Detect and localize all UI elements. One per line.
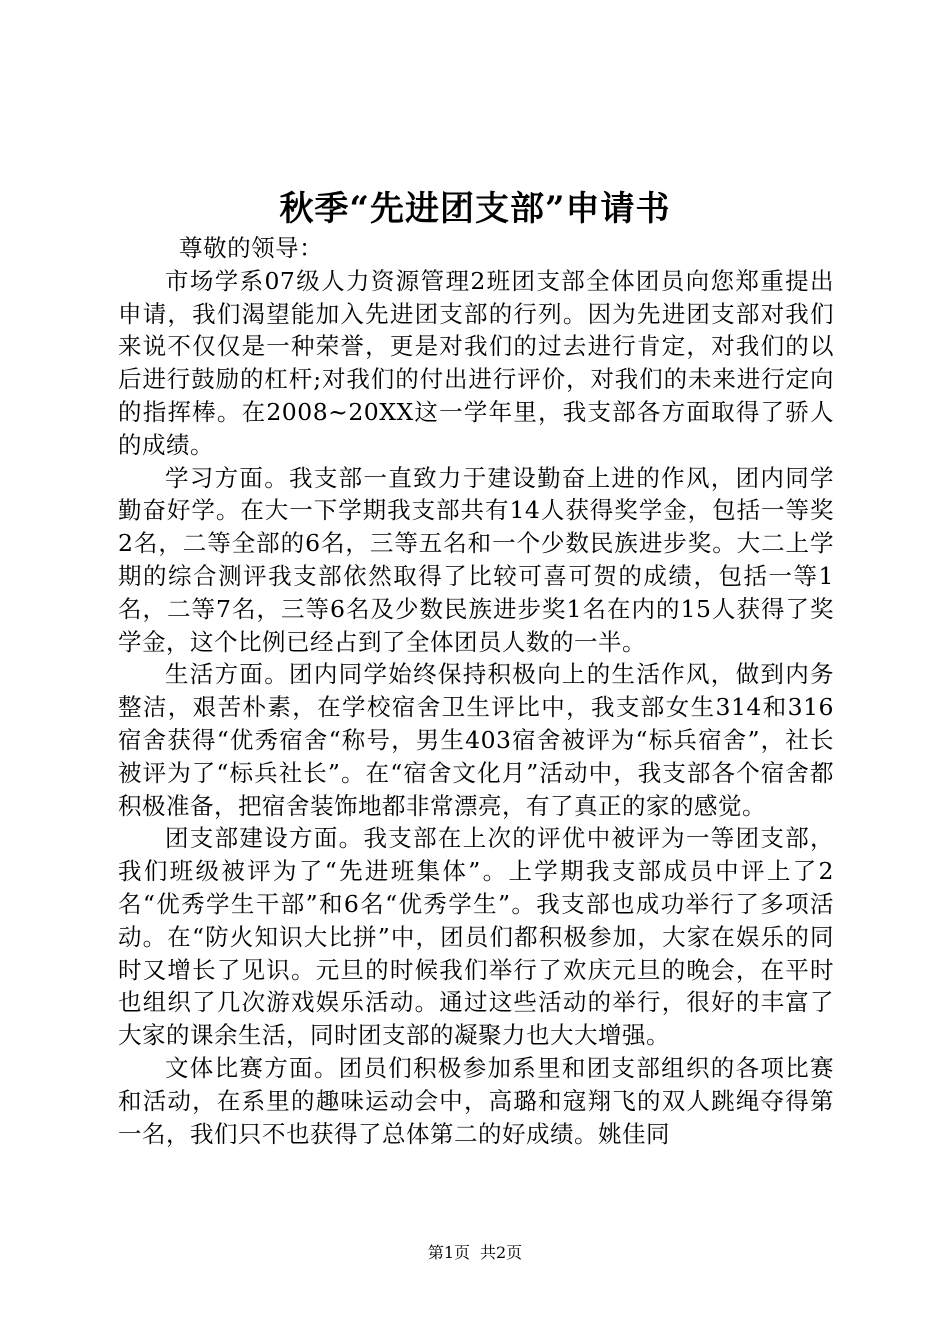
salutation: 尊敬的领导： (179, 234, 324, 262)
page-number-current: 第1页 (427, 1243, 470, 1262)
document-body (118, 232, 834, 1150)
page-number-total: 共2页 (480, 1243, 523, 1262)
paragraph-life: 生活方面。团内同学始终保持积极向上的生活作风，做到内务整洁，艰苦朴素，在学校宿舍卫生评比中，我支部女生314和316宿舍获得“优秀宿舍“称号，男生403宿舍被评为“标兵宿舍”，社长被评为了“标兵社长”。在“宿舍文化月”活动中，我支部各个宿舍都积极准备，把宿舍装饰地都非常漂亮，有了真正的家的感觉。 (118, 660, 834, 820)
paragraph-sports: 文体比赛方面。团员们积极参加系里和团支部组织的各项比赛和活动，在系里的趣味运动会中，高璐和寇翔飞的双人跳绳夺得第一名，我们只不也获得了总体第二的好成绩。姚佳同 (118, 1053, 834, 1148)
paragraph-study: 学习方面。我支部一直致力于建设勤奋上进的作风，团内同学勤奋好学。在大一下学期我支部共有14人获得奖学金，包括一等奖2名，二等全部的6名，三等五名和一个少数民族进步奖。大二上学期的综合测评我支部依然取得了比较可喜可贺的成绩，包括一等1名，二等7名，三等6名及少数民族进步奖1名在内的15人获得了奖学金，这个比例已经占到了全体团员人数的一半。 (118, 463, 834, 656)
document-title: 秋季“先进团支部”申请书 (279, 189, 671, 229)
paragraph-intro: 市场学系07级人力资源管理2班团支部全体团员向您郑重提出申请，我们渴望能加入先进团支部的行列。因为先进团支部对我们来说不仅仅是一种荣誉，更是对我们的过去进行肯定，对我们的以后进行鼓励的杠杆;对我们的付出进行评价，对我们的未来进行定向的指挥棒。在2008~20XX这一学年里，我支部各方面取得了骄人的成绩。 (118, 266, 834, 459)
page-footer (0, 1242, 950, 1264)
paragraph-branch-building: 团支部建设方面。我支部在上次的评优中被评为一等团支部，我们班级被评为了“先进班集体”。上学期我支部成员中评上了2名“优秀学生干部”和6名“优秀学生”。我支部也成功举行了多项活动。在“防火知识大比拼”中，团员们都积极参加，大家在娱乐的同时又增长了见识。元旦的时候我们举行了欢庆元旦的晚会，在平时也组织了几次游戏娱乐活动。通过这些活动的举行，很好的丰富了大家的课余生活，同时团支部的凝聚力也大大增强。 (118, 824, 834, 1050)
